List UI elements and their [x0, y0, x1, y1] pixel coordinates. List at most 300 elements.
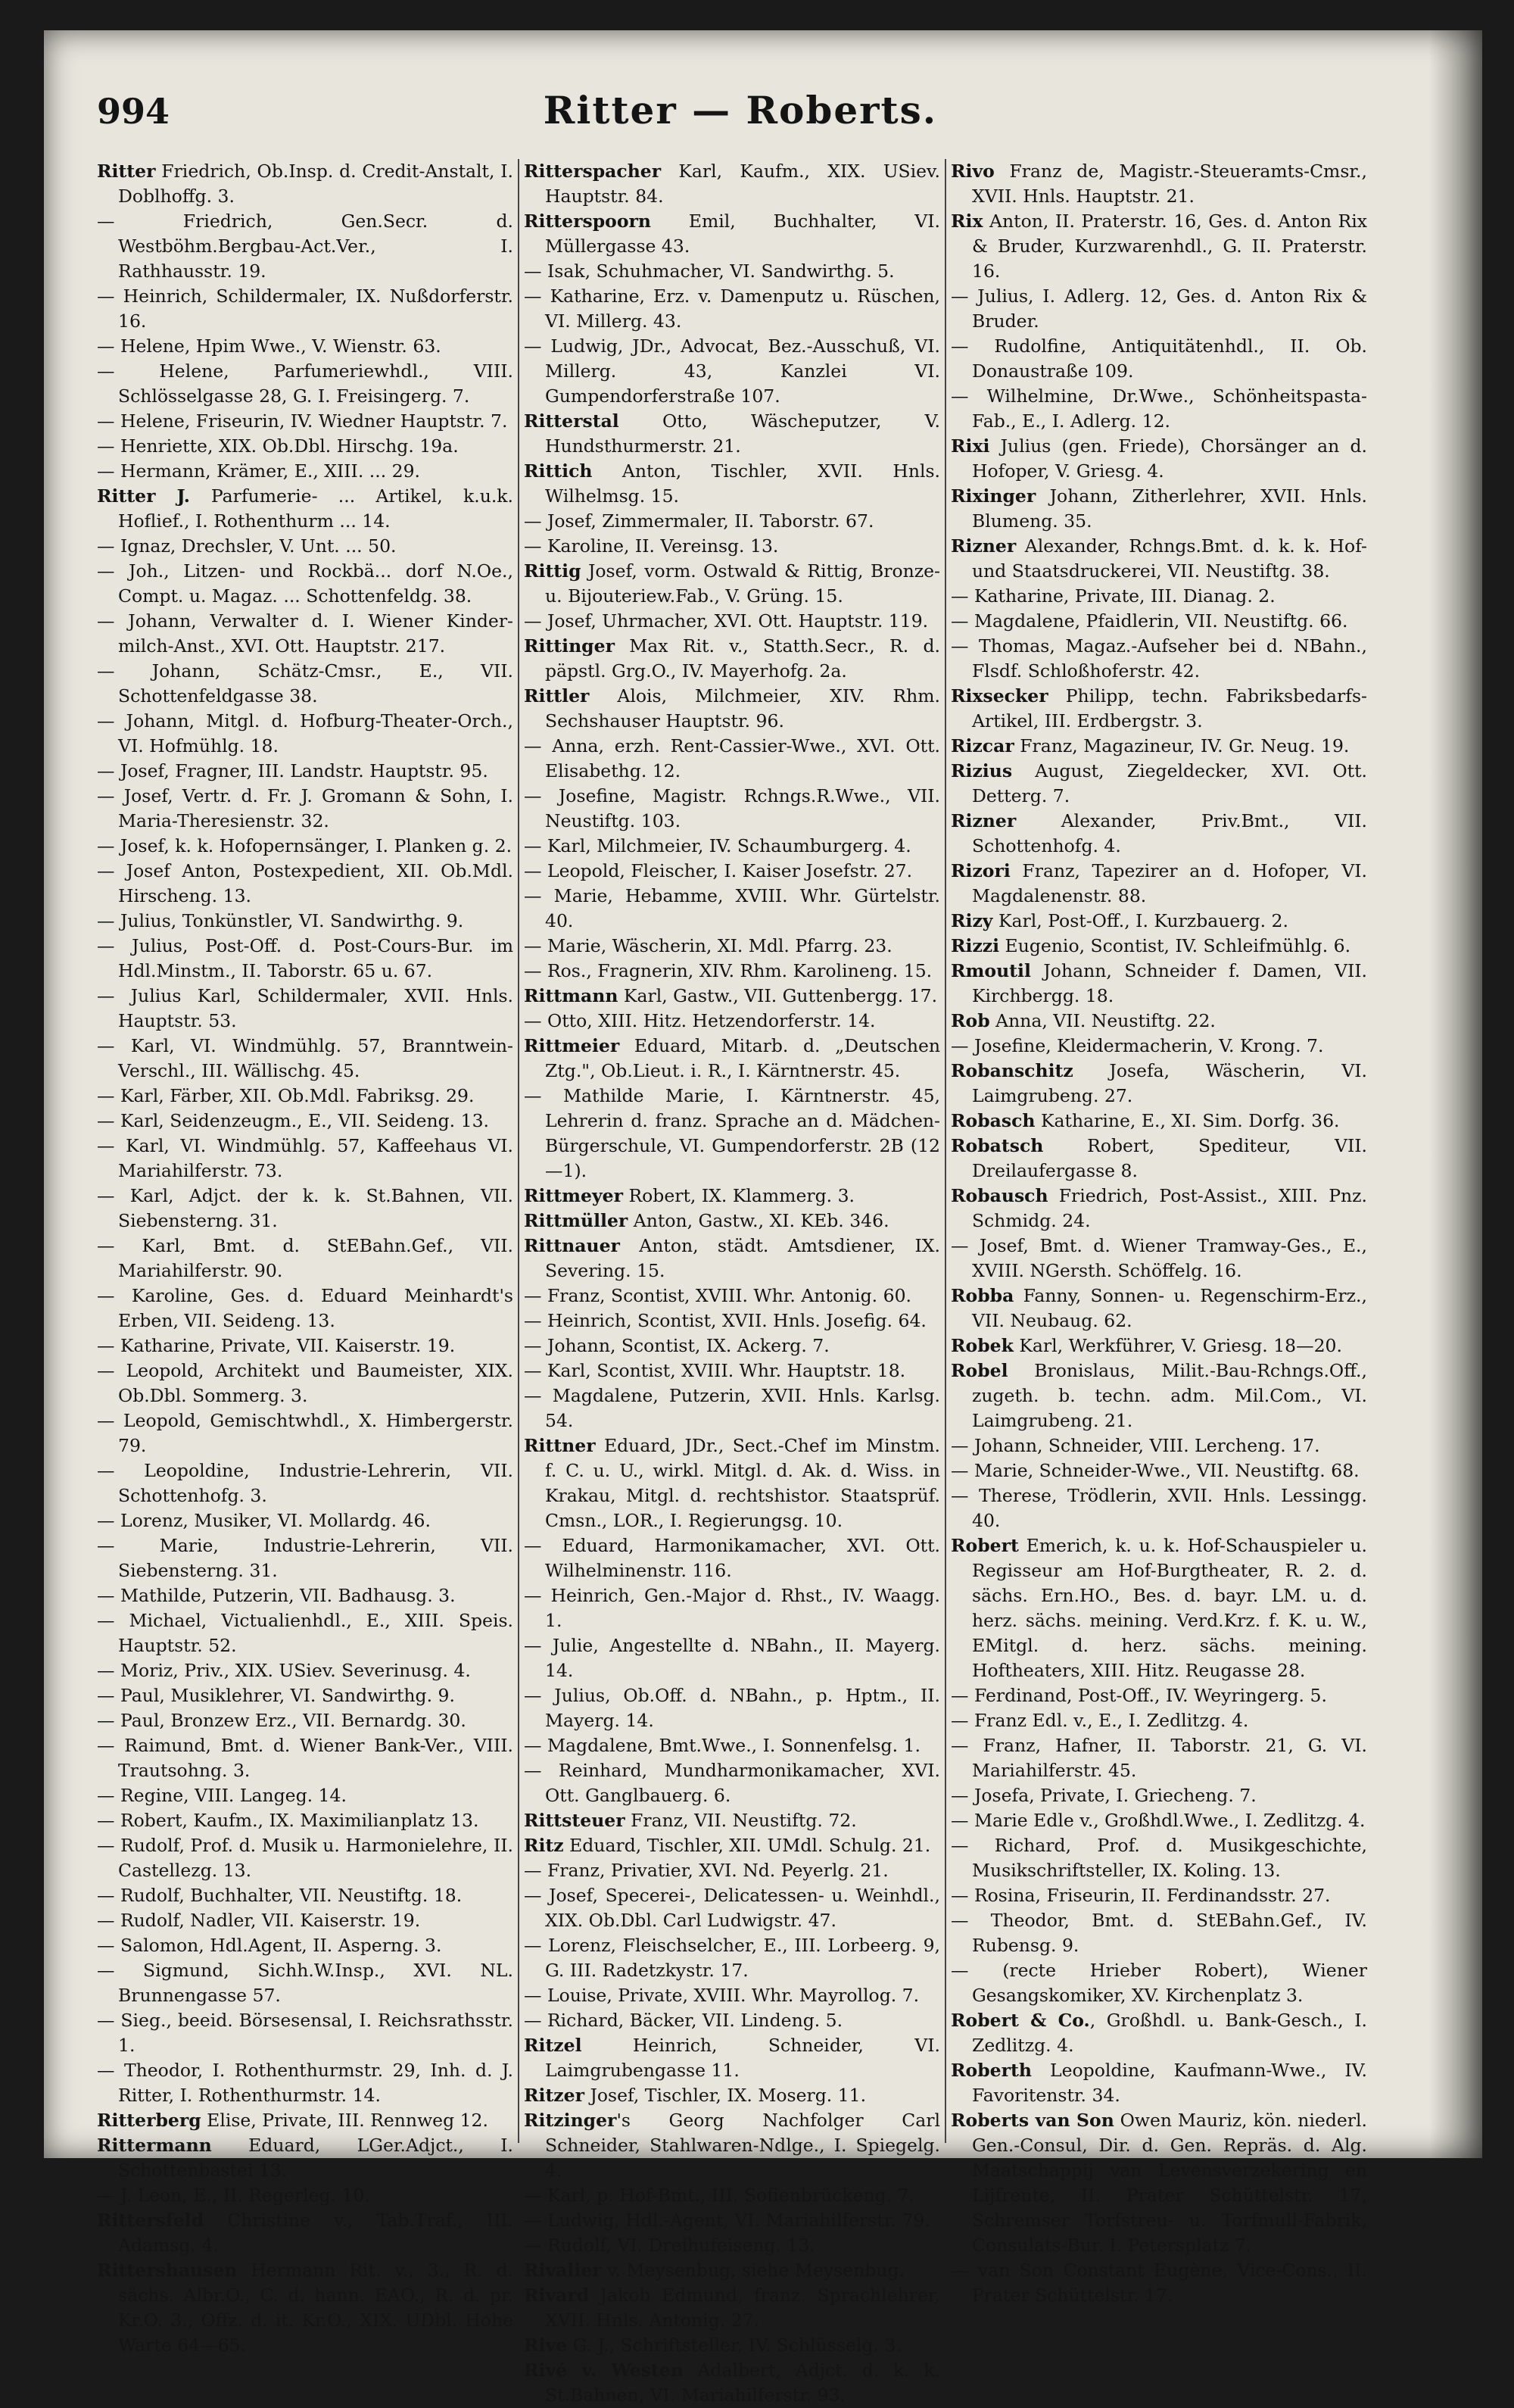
directory-entry [97, 459, 513, 484]
entry-surname: Rittershausen [97, 2260, 238, 2281]
directory-entry [97, 2133, 513, 2183]
directory-entry [97, 1683, 513, 1708]
entry-surname: Roberth [951, 2060, 1032, 2081]
page-number: 994 [97, 91, 170, 132]
entry-text: — Richard, Bäcker, VII. Lindeng. 5. [524, 2010, 843, 2031]
column-2 [524, 159, 941, 2406]
directory-entry [951, 1783, 1367, 1808]
directory-entry [951, 1059, 1367, 1109]
entry-surname: Rittmeyer [524, 1185, 623, 1206]
directory-entry [951, 1009, 1367, 1034]
entry-surname: Ritterspacher [524, 161, 662, 182]
entry-surname: Rixinger [951, 485, 1036, 507]
entry-text: Josef, vorm. Ostwald & Rittig, Bronze- u. Bijouteriew.Fab., V. Grüng. 15. [545, 560, 940, 607]
entry-text: Josef, Tischler, IX. Moserg. 11. [584, 2085, 867, 2106]
directory-entry [97, 559, 513, 609]
entry-text: — Rudolf, Buchhalter, VII. Neustiftg. 18. [97, 1885, 463, 1906]
directory-entry [951, 484, 1367, 534]
entry-surname: Rittmann [524, 985, 618, 1006]
entry-text: Emerich, k. u. k. Hof-Schauspieler u. Regisseur am Hof-Burgtheater, R. 2. d. sächs. Ern.HO., Bes. d. bayr. LM. u. d. herz. sächs. meining. Verd.Krz. f. K. u. W., EMitgl. d. herz. sächs. meining. Hoftheaters, XIII. Hitz. Reugasse 28. [972, 1535, 1367, 1681]
directory-entry [524, 1833, 940, 1858]
directory-entry [97, 1084, 513, 1109]
directory-entry [524, 884, 940, 934]
entry-text: — Helene, Friseurin, IV. Wiedner Hauptstr. 7. [97, 410, 508, 432]
directory-entry [97, 1134, 513, 1184]
directory-entry [524, 1808, 940, 1833]
entry-text: — Johann, Schätz-Cmsr., E., VII. Schottenfeldgasse 38. [97, 660, 513, 706]
directory-entry [524, 684, 940, 734]
entry-text: — Josefa, Private, I. Griecheng. 7. [951, 1785, 1257, 1806]
entry-surname: Rittmüller [524, 1210, 628, 1231]
entry-text: Parfumerie- ... Artikel, k.u.k. Hoflief., I. Rothenthurm ... 14. [118, 485, 514, 532]
directory-entry [97, 859, 513, 909]
directory-entry [951, 584, 1367, 609]
directory-entry [97, 534, 513, 559]
entry-surname: Ritterspoorn [524, 211, 651, 232]
entry-text: Otto, Wäscheputzer, V. Hundsthurmerstr. 21. [545, 410, 940, 457]
directory-entry [524, 934, 940, 959]
entry-text: Adalbert, Adjct. d. k. k. St.Bahnen, VI. Mariahilferstr. 93. [545, 2360, 941, 2406]
entry-text: — Karl, Seidenzeugm., E., VII. Seideng. 13. [97, 1110, 489, 1131]
directory-entry [951, 2058, 1367, 2108]
entry-surname: Ritterberg [97, 2110, 201, 2131]
directory-entry [97, 1333, 513, 1358]
directory-entry [524, 1858, 940, 1883]
entry-text: — Karoline, Ges. d. Eduard Meinhardt's Erben, VII. Seideng. 13. [97, 1285, 513, 1331]
entry-text: Franz de, Magistr.-Steueramts-Cmsr., XVII. Hnls. Hauptstr. 21. [972, 161, 1367, 207]
entry-text: — Friedrich, Gen.Secr. d. Westböhm.Bergbau-Act.Ver., I. Rathhausstr. 19. [97, 211, 513, 282]
entry-text: Hermann Rit. v., 3., R. d. sächs. Albr.O., C. d. hann. EAO., R. d. pr. Kr.O. 3., Offz. d. it. Kr.O., XIX. UDbl. Hohe Warte 64—65. [118, 2260, 513, 2356]
directory-entry [97, 834, 513, 859]
entry-text: — Therese, Trödlerin, XVII. Hnls. Lessingg. 40. [951, 1485, 1367, 1531]
entry-text: — Sieg., beeid. Börsesensal, I. Reichsrathsstr. 1. [97, 2010, 513, 2056]
entry-text: Eduard, Mitarb. d. „Deutschen Ztg.", Ob.Lieut. i. R., I. Kärntnerstr. 45. [545, 1035, 940, 1081]
entry-text: Leopoldine, Kaufmann-Wwe., IV. Favoritenstr. 34. [972, 2060, 1367, 2106]
entry-text: — Theodor, I. Rothenthurmstr. 29, Inh. d. J. Ritter, I. Rothenthurmstr. 14. [97, 2060, 513, 2106]
directory-entry [97, 1908, 513, 1933]
entry-text: — Mathilde, Putzerin, VII. Badhausg. 3. [97, 1585, 456, 1606]
directory-entry [951, 1833, 1367, 1883]
entry-text: — Isak, Schuhmacher, VI. Sandwirthg. 5. [524, 260, 895, 282]
directory-entry [524, 509, 940, 534]
entry-surname: Rivé v. Westen [524, 2360, 684, 2381]
entry-text: — Josef, Specerei-, Delicatessen- u. Weinhdl., XIX. Ob.Dbl. Carl Ludwigstr. 47. [524, 1885, 940, 1931]
entry-text: — Julius, Ob.Off. d. NBahn., p. Hptm., II. Mayerg. 14. [524, 1685, 940, 1731]
entry-surname: Rive [524, 2335, 568, 2356]
directory-entry [524, 2008, 940, 2033]
entry-surname: Rizner [951, 535, 1017, 557]
directory-entry [951, 1433, 1367, 1458]
entry-text: — Magdalene, Pfaidlerin, VII. Neustiftg. 66. [951, 610, 1348, 632]
directory-entry [524, 859, 940, 884]
directory-entry [524, 1983, 940, 2008]
entry-text: — Helene, Parfumeriewhdl., VIII. Schlösselgasse 28, G. I. Freisingerg. 7. [97, 360, 513, 407]
directory-entry [951, 334, 1367, 384]
directory-entry [524, 459, 940, 509]
entry-text: , Großhdl. u. Bank-Gesch., I. Zedlitzg. 4. [972, 2010, 1367, 2056]
entry-text: Fanny, Sonnen- u. Regenschirm-Erz., VII. Neubaug. 62. [972, 1285, 1367, 1331]
directory-entry [97, 1808, 513, 1833]
entry-text: Anton, Tischler, XVII. Hnls. Wilhelmsg. 15. [545, 460, 940, 507]
directory-entry [951, 1034, 1367, 1059]
entry-text: — Josefine, Magistr. Rchngs.R.Wwe., VII. Neustiftg. 103. [524, 785, 940, 831]
entry-text: — Louise, Private, XVIII. Whr. Mayrollog. 7. [524, 1985, 920, 2006]
entry-text: Anna, VII. Neustiftg. 22. [989, 1010, 1216, 1031]
directory-entry [524, 259, 940, 284]
columns [97, 159, 1369, 2406]
entry-text: — Heinrich, Scontist, XVII. Hnls. Josefig. 64. [524, 1310, 927, 1331]
entry-surname: Rittersfeld [97, 2210, 204, 2231]
entry-text: — Leopold, Gemischtwhdl., X. Himbergerstr. 79. [97, 1410, 513, 1456]
directory-entry [97, 709, 513, 759]
directory-entry [951, 759, 1367, 809]
entry-text: — Heinrich, Schildermaler, IX. Nußdorferstr. 16. [97, 285, 513, 332]
directory-entry [524, 2233, 940, 2258]
directory-entry [524, 1683, 940, 1733]
directory-entry [97, 1458, 513, 1508]
directory-entry [524, 1009, 940, 1034]
entry-text: Anton, städt. Amtsdiener, IX. Severing. 15. [545, 1235, 940, 1281]
entry-text: Friedrich, Ob.Insp. d. Credit-Anstalt, I. Doblhoffg. 3. [118, 161, 513, 207]
running-head: Ritter — Roberts. [543, 88, 938, 133]
entry-text: — Joh., Litzen- und Rockbä... dorf N.Oe., Compt. u. Magaz. ... Schottenfeldg. 38. [97, 560, 513, 607]
directory-entry [97, 1234, 513, 1284]
directory-entry [951, 2008, 1367, 2058]
directory-entry [951, 1109, 1367, 1134]
directory-entry [524, 209, 940, 259]
entry-surname: Robert [951, 1535, 1019, 1556]
entry-text: — Julius, Tonkünstler, VI. Sandwirthg. 9. [97, 910, 464, 931]
entry-text: — Marie, Industrie-Lehrerin, VII. Siebensterng. 31. [97, 1535, 513, 1581]
entry-text: — Hermann, Krämer, E., XIII. ... 29. [97, 460, 421, 482]
entry-text: Eduard, JDr., Sect.-Chef im Minstm. f. C. u. U., wirkl. Mitgl. d. Ak. d. Wiss. in Krakau, Mitgl. d. rechtshistor. Staatsprüf. Cmsn., LOR., I. Regierungsg. 10. [545, 1435, 940, 1531]
entry-text: — Lorenz, Musiker, VI. Mollardg. 46. [97, 1510, 431, 1531]
directory-entry [524, 1084, 940, 1184]
directory-entry [951, 1284, 1367, 1333]
entry-text: Karl, Kaufm., XIX. USiev. Hauptstr. 84. [545, 161, 940, 207]
directory-entry [524, 2183, 940, 2208]
entry-text: Jakob Edmund, franz. Sprachlehrer, XVII. Hnls. Antonig. 27. [545, 2285, 940, 2331]
entry-text: — Otto, XIII. Hitz. Hetzendorferstr. 14. [524, 1010, 876, 1031]
entry-text: — Reinhard, Mundharmonikamacher, XVI. Ott. Ganglbauerg. 6. [524, 1760, 940, 1806]
entry-surname: Rixsecker [951, 685, 1048, 706]
directory-entry [97, 334, 513, 359]
directory-entry [97, 2183, 513, 2208]
entry-text: Robert, IX. Klammerg. 3. [622, 1185, 855, 1206]
directory-entry [951, 934, 1367, 959]
entry-surname: Rob [951, 1010, 990, 1031]
entry-text: — Heinrich, Gen.-Major d. Rhst., IV. Waagg. 1. [524, 1585, 940, 1631]
entry-text: — Katharine, Private, III. Dianag. 2. [951, 585, 1276, 607]
entry-surname: Rizori [951, 860, 1011, 881]
directory-entry [951, 534, 1367, 584]
directory-entry [97, 1958, 513, 2008]
entry-text: Alexander, Priv.Bmt., VII. Schottenhofg. 4. [972, 810, 1367, 856]
entry-text: Julius (gen. Friede), Chorsänger an d. Hofoper, V. Griesg. 4. [972, 435, 1367, 482]
entry-text: — Josef Anton, Postexpedient, XII. Ob.Mdl. Hirscheng. 13. [97, 860, 513, 906]
directory-entry [951, 2258, 1367, 2308]
column-3 [951, 159, 1367, 2306]
entry-surname: Robek [951, 1335, 1014, 1356]
entry-text: Josefa, Wäscherin, VI. Laimgrubeng. 27. [972, 1060, 1367, 1106]
entry-text: Eugenio, Scontist, IV. Schleifmühlg. 6. [999, 935, 1351, 956]
directory-entry [524, 1583, 940, 1633]
entry-text: — Karoline, II. Vereinsg. 13. [524, 535, 779, 557]
entry-text: Heinrich, Schneider, VI. Laimgrubengasse 11. [545, 2035, 940, 2081]
entry-surname: Ritzel [524, 2035, 582, 2056]
directory-entry [97, 284, 513, 334]
entry-text: Alois, Milchmeier, XIV. Rhm. Sechshauser Hauptstr. 96. [545, 685, 940, 731]
directory-entry [97, 1658, 513, 1683]
directory-entry [951, 1708, 1367, 1733]
directory-entry [524, 1433, 940, 1533]
entry-surname: Rivard [524, 2285, 590, 2306]
directory-entry [951, 1683, 1367, 1708]
entry-surname: Robasch [951, 1110, 1036, 1131]
entry-surname: Rittner [524, 1435, 596, 1456]
directory-entry [97, 909, 513, 934]
entry-text: — Raimund, Bmt. d. Wiener Bank-Ver., VIII. Trautsohng. 3. [97, 1735, 513, 1781]
directory-entry [97, 1833, 513, 1883]
entry-text: — Rudolf, VI. Dreihufeiseng. 13. [524, 2235, 815, 2256]
directory-entry [524, 959, 940, 984]
entry-text: — Josef, k. k. Hofopernsänger, I. Planken g. 2. [97, 835, 512, 856]
entry-text: Alexander, Rchngs.Bmt. d. k. k. Hof- und Staatsdruckerei, VII. Neustiftg. 38. [972, 535, 1367, 582]
directory-entry [951, 859, 1367, 909]
directory-entry [97, 609, 513, 659]
entry-text: G. J., Schriftsteller, IV. Schlüsselg. 3. [567, 2335, 902, 2356]
entry-surname: Rittermann [97, 2135, 212, 2156]
page-edge-shadow [1429, 30, 1482, 2158]
directory-entry [524, 734, 940, 784]
directory-entry [97, 1034, 513, 1084]
directory-entry [951, 1134, 1367, 1184]
entry-text: — Franz, Scontist, XVIII. Whr. Antonig. 60. [524, 1285, 911, 1306]
directory-entry [97, 434, 513, 459]
entry-text: Anton, II. Praterstr. 16, Ges. d. Anton Rix & Bruder, Kurzwarenhdl., G. II. Praterstr. 16. [972, 211, 1367, 282]
entry-text: — Marie, Wäscherin, XI. Mdl. Pfarrg. 23. [524, 935, 893, 956]
directory-entry [97, 1608, 513, 1658]
entry-surname: Rixi [951, 435, 990, 457]
directory-entry [951, 1234, 1367, 1284]
directory-entry [524, 1733, 940, 1758]
entry-text: Robert, Spediteur, VII. Dreilaufergasse 8. [972, 1135, 1367, 1181]
directory-entry [951, 634, 1367, 684]
directory-entry [951, 2108, 1367, 2258]
entry-text: Karl, Post-Off., I. Kurzbauerg. 2. [992, 910, 1288, 931]
entry-surname: Ritter J. [97, 485, 211, 507]
entry-text: — Karl, Milchmeier, IV. Schaumburgerg. 4. [524, 835, 911, 856]
entry-surname: Robausch [951, 1185, 1048, 1206]
entry-text: 's Georg Nachfolger Carl Schneider, Stahlwaren-Ndlge., I. Spiegelg. 4. [545, 2110, 940, 2181]
directory-entry [97, 1284, 513, 1333]
entry-text: — Theodor, Bmt. d. StEBahn.Gef., IV. Rubensg. 9. [951, 1910, 1367, 1956]
entry-text: Johann, Zitherlehrer, XVII. Hnls. Blumeng. 35. [972, 485, 1367, 532]
entry-text: — Leopold, Fleischer, I. Kaiser Josefstr. 27. [524, 860, 913, 881]
entry-surname: Robatsch [951, 1135, 1044, 1156]
entry-text: — Lorenz, Fleischselcher, E., III. Lorbeerg. 9, G. III. Radetzkystr. 17. [524, 1935, 940, 1981]
entry-text: — Eduard, Harmonikamacher, XVI. Ott. Wilhelminenstr. 116. [524, 1535, 940, 1581]
entry-text: — Franz, Privatier, XVI. Nd. Peyerlg. 21. [524, 1860, 889, 1881]
entry-text: — Ferdinand, Post-Off., IV. Weyringerg. 5. [951, 1685, 1327, 1706]
entry-text: — Marie, Hebamme, XVIII. Whr. Gürtelstr. 40. [524, 885, 940, 931]
directory-entry [524, 2258, 940, 2283]
directory-entry [97, 1184, 513, 1234]
directory-entry [524, 1234, 940, 1284]
entry-text: Karl, Werkführer, V. Griesg. 18—20. [1013, 1335, 1342, 1356]
entry-text: Emil, Buchhalter, VI. Müllergasse 43. [545, 211, 940, 257]
entry-text: — Johann, Verwalter d. I. Wiener Kinder-milch-Anst., XVI. Ott. Hauptstr. 217. [97, 610, 513, 657]
entry-text: — Franz Edl. v., E., I. Zedlitzg. 4. [951, 1710, 1249, 1731]
entry-text: Max Rit. v., Statth.Secr., R. d. päpstl. Grg.O., IV. Mayerhofg. 2a. [545, 635, 940, 682]
entry-surname: Robanschitz [951, 1060, 1073, 1081]
entry-text: — Mathilde Marie, I. Kärntnerstr. 45, Lehrerin d. franz. Sprache an d. Mädchen-Bürgerschule, VI. Gumpendorferstr. 2B (12—1). [524, 1085, 940, 1181]
directory-entry [97, 1358, 513, 1408]
entry-text: — Regine, VIII. Langeg. 14. [97, 1785, 347, 1806]
entry-text: — Wilhelmine, Dr.Wwe., Schönheitspasta-Fab., E., I. Adlerg. 12. [951, 385, 1367, 432]
directory-entry [97, 1533, 513, 1583]
entry-text: — (recte Hrieber Robert), Wiener Gesangskomiker, XV. Kirchenplatz 3. [951, 1960, 1367, 2006]
directory-entry [97, 209, 513, 284]
directory-entry [524, 334, 940, 409]
directory-entry [97, 934, 513, 984]
entry-text: — Julie, Angestellte d. NBahn., II. Mayerg. 14. [524, 1635, 940, 1681]
entry-text: — Johann, Schneider, VIII. Lercheng. 17. [951, 1435, 1320, 1456]
entry-text: — Josef, Fragner, III. Landstr. Hauptstr. 95. [97, 760, 488, 781]
directory-entry [97, 1708, 513, 1733]
entry-surname: Ritter [97, 161, 156, 182]
entry-text: — Josef, Bmt. d. Wiener Tramway-Ges., E., XVIII. NGersth. Schöffelg. 16. [951, 1235, 1367, 1281]
entry-text: — Johann, Mitgl. d. Hofburg-Theater-Orch., VI. Hofmühlg. 18. [97, 710, 513, 756]
entry-text: — Katharine, Private, VII. Kaiserstr. 19. [97, 1335, 456, 1356]
entry-text: — Leopold, Architekt und Baumeister, XIX. Ob.Dbl. Sommerg. 3. [97, 1360, 513, 1406]
directory-entry [951, 209, 1367, 284]
entry-text: Elise, Private, III. Rennweg 12. [201, 2110, 488, 2131]
entry-text: — Julius, I. Adlerg. 12, Ges. d. Anton Rix & Bruder. [951, 285, 1367, 332]
directory-entry [524, 1209, 940, 1234]
entry-text: — Thomas, Magaz.-Aufseher bei d. NBahn., Flsdf. Schloßhoferstr. 42. [951, 635, 1367, 682]
directory-entry [97, 759, 513, 784]
directory-entry [524, 784, 940, 834]
directory-entry [951, 384, 1367, 434]
directory-entry [951, 1533, 1367, 1683]
directory-entry [524, 1883, 940, 1933]
entry-text: — Ludwig, JDr., Advocat, Bez.-Ausschuß, VI. Millerg. 43, Kanzlei VI. Gumpendorferstraße 107. [524, 335, 940, 407]
directory-entry [524, 1034, 940, 1084]
directory-entry [524, 159, 940, 209]
directory-entry [97, 1783, 513, 1808]
entry-surname: Rmoutil [951, 960, 1031, 981]
directory-entry [524, 2283, 940, 2333]
entry-surname: Rizcar [951, 735, 1014, 756]
directory-entry [97, 359, 513, 409]
directory-entry [951, 809, 1367, 859]
entry-text: Johann, Schneider f. Damen, VII. Kirchbergg. 18. [972, 960, 1367, 1006]
entry-text: — Paul, Musiklehrer, VI. Sandwirthg. 9. [97, 1685, 455, 1706]
directory-entry [97, 2108, 513, 2133]
directory-entry [97, 659, 513, 709]
directory-entry [951, 1883, 1367, 1908]
entry-text: Christine v., Tab.Traf., III. Adamsg. 4. [118, 2210, 513, 2256]
directory-entry [97, 1883, 513, 1908]
entry-text: — Henriette, XIX. Ob.Dbl. Hirschg. 19a. [97, 435, 459, 457]
entry-surname: Ritz [524, 1835, 564, 1856]
directory-entry [97, 1109, 513, 1134]
entry-text: — Magdalene, Putzerin, XVII. Hnls. Karlsg. 54. [524, 1385, 940, 1431]
entry-text: Eduard, Tischler, XII. UMdl. Schulg. 21. [563, 1835, 931, 1856]
entry-text: — Sigmund, Sichh.W.Insp., XVI. NL. Brunnengasse 57. [97, 1960, 513, 2006]
entry-text: — Julius Karl, Schildermaler, XVII. Hnls. Hauptstr. 53. [97, 985, 513, 1031]
directory-entry [97, 2258, 513, 2358]
entry-text: — Rudolf, Nadler, VII. Kaiserstr. 19. [97, 1910, 421, 1931]
entry-text: — Julius, Post-Off. d. Post-Cours-Bur. im Hdl.Minstm., II. Taborstr. 65 u. 67. [97, 935, 513, 981]
directory-entry [951, 734, 1367, 759]
entry-text: — Anna, erzh. Rent-Cassier-Wwe., XVI. Ott. Elisabethg. 12. [524, 735, 940, 781]
directory-entry [97, 784, 513, 834]
directory-entry [951, 959, 1367, 1009]
entry-text: — Magdalene, Bmt.Wwe., I. Sonnenfelsg. 1. [524, 1735, 921, 1756]
directory-entry [524, 2208, 940, 2233]
entry-text: — J. Leon, E., II. Regerleg. 10. [97, 2185, 370, 2206]
directory-entry [951, 1958, 1367, 2008]
entry-surname: Rittig [524, 560, 581, 582]
entry-surname: Rittinger [524, 635, 615, 657]
directory-entry [951, 434, 1367, 484]
directory-entry [524, 409, 940, 459]
directory-entry [524, 534, 940, 559]
entry-text: — Rosina, Friseurin, II. Ferdinandsstr. 27. [951, 1885, 1331, 1906]
directory-entry [951, 1184, 1367, 1234]
entry-text: — Josef, Vertr. d. Fr. J. Gromann & Sohn, I. Maria-Theresienstr. 32. [97, 785, 513, 831]
entry-text: — Karl, VI. Windmühlg. 57, Kaffeehaus VI. Mariahilferstr. 73. [97, 1135, 513, 1181]
entry-text: Anton, Gastw., XI. KEb. 346. [628, 1210, 889, 1231]
entry-text: — Franz, Hafner, II. Taborstr. 21, G. VI. Mariahilferstr. 45. [951, 1735, 1367, 1781]
directory-entry [524, 1633, 940, 1683]
directory-entry [524, 1358, 940, 1383]
directory-entry [97, 1933, 513, 1958]
entry-surname: Rix [951, 211, 983, 232]
entry-text: Bronislaus, Milit.-Bau-Rchngs.Off., zugeth. b. techn. adm. Mil.Com., VI. Laimgrubeng. 21. [972, 1360, 1367, 1431]
entry-text: Katharine, E., XI. Sim. Dorfg. 36. [1035, 1110, 1340, 1131]
directory-entry [524, 2333, 940, 2358]
entry-surname: Rittsteuer [524, 1810, 625, 1831]
directory-entry [951, 159, 1367, 209]
entry-surname: Rittler [524, 685, 590, 706]
entry-text: Eduard, LGer.Adjct., I. Schottenbastei 13. [118, 2135, 513, 2181]
entry-text: — Rudolfine, Antiquitätenhdl., II. Ob. Donaustraße 109. [951, 335, 1367, 382]
directory-entry [524, 559, 940, 609]
entry-surname: Ritterstal [524, 410, 619, 432]
directory-entry [524, 609, 940, 634]
entry-text: — Helene, Hpim Wwe., V. Wienstr. 63. [97, 335, 441, 357]
directory-entry [524, 834, 940, 859]
entry-text: — Leopoldine, Industrie-Lehrerin, VII. Schottenhofg. 3. [97, 1460, 513, 1506]
entry-surname: Ritzer [524, 2085, 584, 2106]
directory-entry [524, 284, 940, 334]
entry-text: — Ludwig, Hdl.-Agent, VI. Mariahilferstr. 79. [524, 2210, 930, 2231]
entry-text: Friedrich, Post-Assist., XIII. Pnz. Schmidg. 24. [972, 1185, 1367, 1231]
entry-text: — Karl, Adjct. der k. k. St.Bahnen, VII. Siebensterng. 31. [97, 1185, 513, 1231]
directory-entry [524, 634, 940, 684]
entry-text: — Marie Edle v., Großhdl.Wwe., I. Zedlitzg. 4. [951, 1810, 1366, 1831]
entry-text: Philipp, techn. Fabriksbedarfs-Artikel, III. Erdbergstr. 3. [972, 685, 1367, 731]
entry-text: v. Meysenbug, siehe Meysenbug. [601, 2260, 905, 2281]
directory-entry [524, 2108, 940, 2183]
entry-text: — Karl, Scontist, XVIII. Whr. Hauptstr. 18. [524, 1360, 906, 1381]
entry-surname: Rittnauer [524, 1235, 620, 1256]
entry-text: Franz, VII. Neustiftg. 72. [625, 1810, 857, 1831]
directory-entry [524, 1933, 940, 1983]
